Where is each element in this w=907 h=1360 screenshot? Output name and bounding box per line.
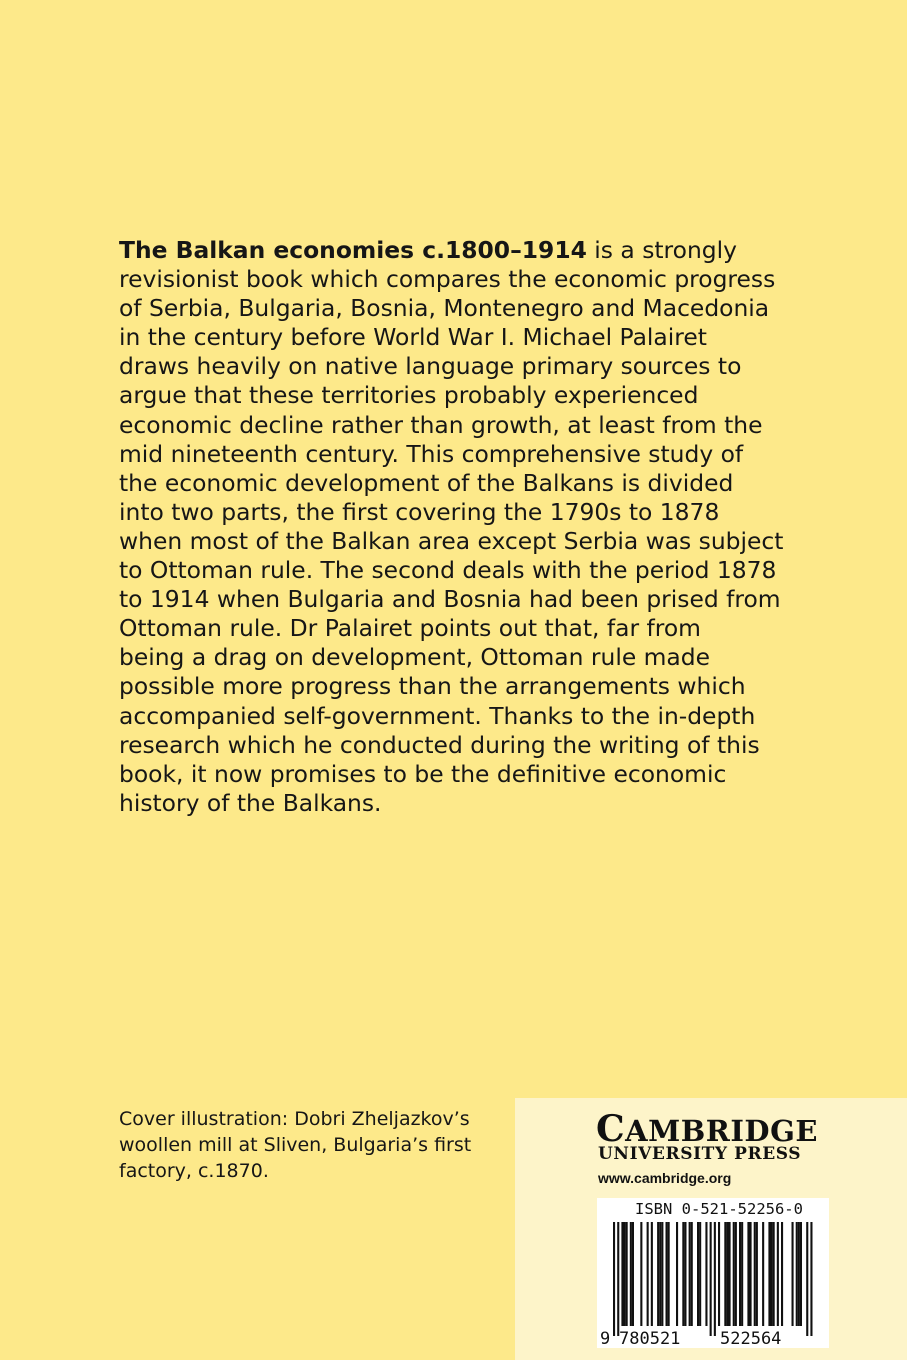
blurb-line: in the century before World War I. Michael Palairet: [119, 323, 707, 352]
publisher-subtitle: UNIVERSITY PRESS: [598, 1144, 802, 1164]
blurb-line: argue that these territories probably experienced: [119, 381, 699, 410]
barcode-bar: [697, 1222, 699, 1326]
barcode-bar: [800, 1222, 802, 1326]
barcode-bar: [705, 1222, 707, 1326]
caption-line: factory, c.1870.: [119, 1160, 269, 1182]
blurb-line: economic decline rather than growth, at least from the: [119, 410, 763, 439]
barcode-bar: [718, 1222, 720, 1326]
blurb-line: revisionist book which compares the economic progress: [119, 265, 776, 294]
barcode-bar: [735, 1222, 737, 1326]
caption-line: woollen mill at Sliven, Bulgaria’s first: [119, 1134, 472, 1156]
barcode-bar: [733, 1222, 735, 1326]
publisher-name-initial: C: [596, 1108, 626, 1150]
blurb-line: the economic development of the Balkans is divided: [119, 468, 734, 497]
barcode-bar: [682, 1222, 684, 1326]
barcode-bar: [699, 1222, 701, 1326]
barcode-bar: [768, 1222, 770, 1326]
barcode-bar: [741, 1222, 743, 1326]
barcode-bar: [762, 1222, 764, 1326]
blurb-line: accompanied self-government. Thanks to the in-depth: [119, 701, 756, 730]
barcode-bar: [710, 1222, 712, 1336]
barcode-bar: [724, 1222, 726, 1326]
publisher-panel: [515, 1098, 907, 1360]
barcode-bar: [630, 1222, 632, 1326]
barcode-bar: [798, 1222, 800, 1326]
blurb-line: draws heavily on native language primary sources to: [119, 352, 742, 381]
blurb-line: mid nineteenth century. This comprehensive study of: [119, 439, 744, 468]
barcode-bar: [773, 1222, 775, 1326]
blurb-line: when most of the Balkan area except Serbia was subject: [119, 526, 784, 555]
barcode-bar: [657, 1222, 659, 1326]
blurb-line: to 1914 when Bulgaria and Bosnia had been prised from: [119, 585, 781, 614]
blurb-line: book, it now promises to be the definitive economic: [119, 759, 727, 788]
blurb-line: history of the Balkans.: [119, 788, 382, 817]
isbn-number: ISBN 0-521-52256-0: [635, 1200, 803, 1218]
barcode-bar: [613, 1222, 615, 1336]
blurb-line: into two parts, the first covering the 1790s to 1878: [119, 497, 720, 526]
barcode-bar: [806, 1222, 808, 1336]
caption-line: Cover illustration: Dobri Zheljazkov’s: [119, 1108, 470, 1130]
barcode-bar: [651, 1222, 653, 1326]
barcode-bar: [792, 1222, 794, 1326]
barcode-bar: [647, 1222, 649, 1326]
barcode-bar: [668, 1222, 670, 1326]
barcode-digit-lead: 9: [600, 1329, 611, 1348]
barcode-bar: [691, 1222, 693, 1326]
barcode-bar: [714, 1222, 716, 1336]
barcode-bar: [771, 1222, 773, 1326]
barcode-bar: [754, 1222, 756, 1326]
barcode-bar: [750, 1222, 752, 1326]
barcode-digits-left: 780521: [619, 1329, 681, 1348]
barcode-bar: [632, 1222, 634, 1326]
barcode-bar: [676, 1222, 678, 1326]
barcode-bar: [729, 1222, 731, 1326]
book-title: The Balkan economies c.1800–1914: [119, 236, 587, 264]
barcode-icon: [597, 1198, 829, 1348]
barcode-bar: [810, 1222, 812, 1336]
barcode-bar: [796, 1222, 798, 1326]
barcode-bar: [777, 1222, 779, 1326]
blurb-line: research which he conducted during the writing of this: [119, 730, 760, 759]
cover-illustration-caption: [119, 1106, 509, 1184]
barcode-bar: [659, 1222, 661, 1326]
barcode-bar: [624, 1222, 626, 1326]
barcode-bar: [626, 1222, 628, 1326]
barcode-bar: [726, 1222, 728, 1326]
blurb-line: of Serbia, Bulgaria, Bosnia, Montenegro and Macedonia: [119, 294, 770, 323]
publisher-name-rest: AMBRIDGE: [625, 1114, 818, 1148]
barcode-bar: [739, 1222, 741, 1326]
barcode-bar: [684, 1222, 686, 1326]
barcode-box: [597, 1198, 829, 1348]
barcode-bar: [689, 1222, 691, 1326]
barcode-bar: [756, 1222, 758, 1326]
barcode-digits-right: 522564: [720, 1329, 782, 1348]
blurb-line: to Ottoman rule. The second deals with the period 1878: [119, 556, 777, 585]
blurb-line: Ottoman rule. Dr Palairet points out that, far from: [119, 614, 701, 643]
blurb-line: being a drag on development, Ottoman rule made: [119, 643, 711, 672]
barcode-bar: [781, 1222, 783, 1326]
barcode-bar: [621, 1222, 623, 1326]
publisher-url: www.cambridge.org: [598, 1170, 732, 1186]
barcode-bar: [640, 1222, 642, 1326]
blurb-line-rest: is a strongly: [586, 236, 737, 264]
barcode-bar: [747, 1222, 749, 1326]
barcode-bar: [666, 1222, 668, 1326]
blurb-line: possible more progress than the arrangements which: [119, 672, 746, 701]
back-cover-blurb: [119, 236, 809, 818]
blurb-line: [119, 236, 809, 265]
barcode-bar: [617, 1222, 619, 1336]
barcode-bar: [661, 1222, 663, 1326]
